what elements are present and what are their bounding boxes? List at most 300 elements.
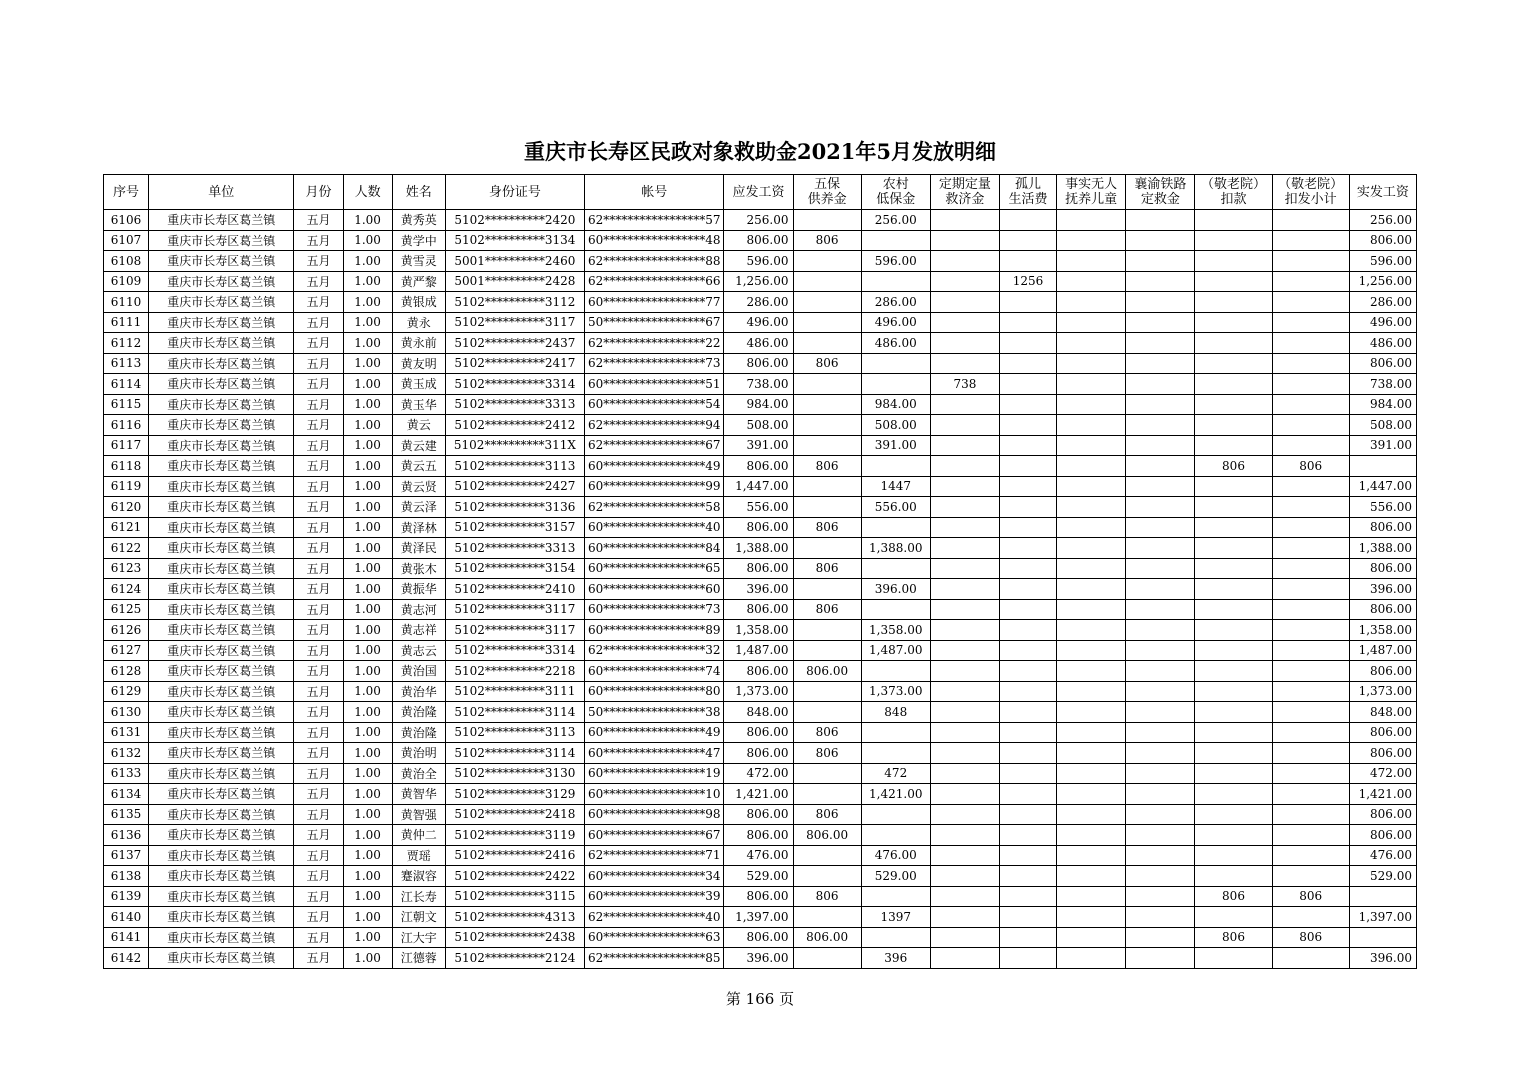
table-cell [1126,702,1195,723]
table-cell [1349,886,1416,907]
table-cell [1272,435,1349,456]
table-cell [1057,620,1126,641]
page-number: 第 166 页 [725,990,795,1008]
table-cell [930,558,999,579]
table-row [104,845,1417,866]
table-cell [999,845,1056,866]
table-cell [1272,763,1349,784]
table-cell: 重庆市长寿区葛兰镇 [149,271,294,292]
table-cell [793,845,861,866]
table-cell: 5102**********2427 [445,476,584,497]
table-cell: 五月 [294,640,343,661]
table-cell: 50*****************38 [585,702,724,723]
table-cell: 五月 [294,599,343,620]
table-cell: 1.00 [343,579,392,600]
table-cell [1057,681,1126,702]
table-cell: 1,447.00 [1349,476,1416,497]
table-cell: 1.00 [343,497,392,518]
table-cell: 五月 [294,230,343,251]
table-cell [930,394,999,415]
table-cell [930,763,999,784]
table-cell: 486.00 [724,333,793,354]
table-cell [1195,804,1272,825]
table-cell: 806.00 [724,599,793,620]
table-cell: 1.00 [343,661,392,682]
table-cell [930,476,999,497]
table-cell [1272,784,1349,805]
column-header: 五保 供养金 [793,175,861,210]
table-cell: 476.00 [861,845,930,866]
table-cell [999,640,1056,661]
table-cell [999,251,1056,272]
table-cell: 806.00 [724,825,793,846]
table-cell: 6138 [104,866,149,887]
table-cell [1126,804,1195,825]
table-cell: 黄治全 [392,763,445,784]
table-cell [1272,743,1349,764]
table-cell [793,435,861,456]
table-cell: 黄云 [392,415,445,436]
table-cell: 1.00 [343,743,392,764]
table-cell [793,210,861,231]
table-cell [1195,661,1272,682]
table-cell: 5102**********3154 [445,558,584,579]
table-cell [930,456,999,477]
table-cell: 529.00 [1349,866,1416,887]
table-cell [1126,394,1195,415]
table-cell: 黄泽民 [392,538,445,559]
table-cell: 1,256.00 [724,271,793,292]
column-header: 人数 [343,175,392,210]
table-cell: 1,388.00 [861,538,930,559]
table-row [104,927,1417,948]
table-cell: 6113 [104,353,149,374]
table-cell: 60*****************84 [585,538,724,559]
table-cell [930,640,999,661]
table-cell: 6107 [104,230,149,251]
table-cell [999,825,1056,846]
table-row [104,558,1417,579]
table-cell: 五月 [294,292,343,313]
table-cell: 重庆市长寿区葛兰镇 [149,702,294,723]
column-header: 农村 低保金 [861,175,930,210]
table-row [104,661,1417,682]
table-cell [1057,271,1126,292]
table-cell: 黄治华 [392,681,445,702]
table-cell: 黄玉成 [392,374,445,395]
table-cell: 60*****************67 [585,825,724,846]
table-cell: 391.00 [1349,435,1416,456]
table-cell: 五月 [294,722,343,743]
table-cell: 6112 [104,333,149,354]
table-cell: 重庆市长寿区葛兰镇 [149,825,294,846]
table-cell [999,558,1056,579]
table-cell [1195,558,1272,579]
table-body [104,210,1417,969]
table-cell: 806 [793,558,861,579]
table-cell [1057,333,1126,354]
table-cell: 806.00 [1349,599,1416,620]
table-cell [1272,702,1349,723]
table-cell: 60*****************63 [585,927,724,948]
table-cell: 6111 [104,312,149,333]
table-cell: 黄友明 [392,353,445,374]
table-cell: 黄秀英 [392,210,445,231]
table-cell: 重庆市长寿区葛兰镇 [149,620,294,641]
table-cell: 5001**********2428 [445,271,584,292]
table-cell [1272,538,1349,559]
table-cell [999,948,1056,969]
table-cell: 五月 [294,845,343,866]
table-cell: 1.00 [343,456,392,477]
table-cell [1195,538,1272,559]
table-cell: 5102**********3134 [445,230,584,251]
table-cell: 806.00 [724,230,793,251]
table-cell: 重庆市长寿区葛兰镇 [149,784,294,805]
table-cell: 6114 [104,374,149,395]
table-cell: 396 [861,948,930,969]
table-cell [930,210,999,231]
table-cell: 6108 [104,251,149,272]
table-cell: 806.00 [1349,558,1416,579]
table-cell [1195,825,1272,846]
table-cell: 472.00 [1349,763,1416,784]
table-cell: 重庆市长寿区葛兰镇 [149,435,294,456]
table-cell [861,661,930,682]
table-cell: 391.00 [724,435,793,456]
table-cell: 6129 [104,681,149,702]
table-row [104,907,1417,928]
table-cell: 62*****************57 [585,210,724,231]
table-cell [793,271,861,292]
table-cell [1272,948,1349,969]
table-cell: 1,373.00 [1349,681,1416,702]
table-cell [999,333,1056,354]
table-row [104,620,1417,641]
table-cell: 黄治明 [392,743,445,764]
table-cell [1195,353,1272,374]
table-cell: 黄张木 [392,558,445,579]
table-cell: 984.00 [724,394,793,415]
table-cell: 62*****************58 [585,497,724,518]
table-cell [1126,517,1195,538]
table-cell: 五月 [294,743,343,764]
table-cell [1057,722,1126,743]
table-cell: 五月 [294,948,343,969]
table-cell: 5102**********3114 [445,743,584,764]
table-cell: 391.00 [861,435,930,456]
table-cell [930,907,999,928]
table-cell [1272,374,1349,395]
table-cell [793,702,861,723]
table-cell: 806.00 [1349,722,1416,743]
table-cell: 62*****************32 [585,640,724,661]
table-cell: 5102**********3113 [445,722,584,743]
table-cell [1057,374,1126,395]
table-cell [1272,804,1349,825]
table-cell: 五月 [294,681,343,702]
table-cell [930,886,999,907]
table-cell [930,784,999,805]
table-cell: 806 [793,517,861,538]
table-cell [999,886,1056,907]
table-cell: 5102**********2418 [445,804,584,825]
table-cell [999,353,1056,374]
column-header: 定期定量 救济金 [930,175,999,210]
table-cell: 806 [793,743,861,764]
table-cell: 1,397.00 [1349,907,1416,928]
column-header: 襄渝铁路 定救金 [1126,175,1195,210]
table-cell [930,415,999,436]
table-cell [1126,415,1195,436]
table-row [104,230,1417,251]
table-cell: 50*****************67 [585,312,724,333]
table-cell [930,722,999,743]
table-cell: 1.00 [343,435,392,456]
table-cell [999,866,1056,887]
table-cell: 五月 [294,210,343,231]
table-cell: 重庆市长寿区葛兰镇 [149,476,294,497]
table-cell: 6133 [104,763,149,784]
table-row [104,210,1417,231]
table-cell: 五月 [294,702,343,723]
table-cell [930,312,999,333]
table-cell [1272,722,1349,743]
table-cell: 6139 [104,886,149,907]
table-cell [793,640,861,661]
table-cell [1272,353,1349,374]
table-cell: 62*****************67 [585,435,724,456]
table-cell [999,538,1056,559]
table-cell [1272,271,1349,292]
table-cell [1057,784,1126,805]
table-cell: 472.00 [724,763,793,784]
table-cell [999,599,1056,620]
table-cell [930,927,999,948]
table-cell: 五月 [294,394,343,415]
table-cell: 806.00 [724,804,793,825]
table-cell: 6124 [104,579,149,600]
table-cell: 806.00 [1349,804,1416,825]
table-cell [1126,825,1195,846]
table-cell [1126,599,1195,620]
table-cell: 6117 [104,435,149,456]
table-cell: 重庆市长寿区葛兰镇 [149,579,294,600]
table-cell [1126,866,1195,887]
table-cell: 5102**********3115 [445,886,584,907]
table-cell [1126,333,1195,354]
table-cell [793,784,861,805]
table-cell: 1.00 [343,763,392,784]
table-row [104,784,1417,805]
table-cell [1057,907,1126,928]
table-cell: 五月 [294,661,343,682]
table-cell: 江长寿 [392,886,445,907]
table-cell: 984.00 [861,394,930,415]
table-cell: 黄志祥 [392,620,445,641]
table-cell: 508.00 [861,415,930,436]
table-cell: 重庆市长寿区葛兰镇 [149,353,294,374]
table-cell [1126,763,1195,784]
table-cell: 重庆市长寿区葛兰镇 [149,743,294,764]
table-cell [1126,907,1195,928]
table-cell: 60*****************98 [585,804,724,825]
table-cell [1272,210,1349,231]
table-cell: 806.00 [724,456,793,477]
column-header: （敬老院） 扣发小计 [1272,175,1349,210]
table-cell: 五月 [294,476,343,497]
table-cell: 1,421.00 [1349,784,1416,805]
table-cell: 6135 [104,804,149,825]
table-cell: 1256 [999,271,1056,292]
table-cell: 806 [793,599,861,620]
table-cell [1272,579,1349,600]
table-cell: 6116 [104,415,149,436]
table-cell [1126,661,1195,682]
table-cell [1195,333,1272,354]
table-row [104,722,1417,743]
table-cell: 6118 [104,456,149,477]
table-row [104,415,1417,436]
table-row [104,763,1417,784]
table-cell [1126,353,1195,374]
table-row [104,886,1417,907]
table-cell: 806.00 [724,353,793,374]
table-row [104,374,1417,395]
table-cell: 黄智强 [392,804,445,825]
table-cell: 五月 [294,517,343,538]
table-cell: 黄治隆 [392,702,445,723]
table-cell: 1,487.00 [861,640,930,661]
table-cell: 486.00 [1349,333,1416,354]
table-row [104,476,1417,497]
table-cell: 60*****************73 [585,599,724,620]
table-cell: 五月 [294,435,343,456]
table-cell [930,845,999,866]
table-cell: 396.00 [1349,579,1416,600]
table-cell: 黄志河 [392,599,445,620]
table-cell: 五月 [294,804,343,825]
table-cell: 806 [793,722,861,743]
table-cell [1057,230,1126,251]
table-cell [1057,866,1126,887]
table-cell [861,230,930,251]
table-cell: 重庆市长寿区葛兰镇 [149,640,294,661]
table-cell [1195,230,1272,251]
table-cell: 五月 [294,825,343,846]
table-cell: 806.00 [1349,517,1416,538]
table-cell: 1447 [861,476,930,497]
table-cell [1272,661,1349,682]
table-cell: 806 [1272,456,1349,477]
table-cell: 806.00 [724,743,793,764]
table-cell: 5102**********2218 [445,661,584,682]
table-cell: 1.00 [343,845,392,866]
table-cell: 6131 [104,722,149,743]
table-cell [999,517,1056,538]
page-title: 重庆市长寿区民政对象救助金2021年5月发放明细 [523,139,997,164]
table-cell [930,661,999,682]
table-cell: 1.00 [343,230,392,251]
table-cell [1272,825,1349,846]
table-cell: 1.00 [343,907,392,928]
table-cell: 重庆市长寿区葛兰镇 [149,333,294,354]
table-cell: 1.00 [343,210,392,231]
table-cell [1195,845,1272,866]
table-cell: 重庆市长寿区葛兰镇 [149,312,294,333]
table-cell: 五月 [294,886,343,907]
table-cell: 60*****************99 [585,476,724,497]
table-cell [861,517,930,538]
table-cell: 60*****************47 [585,743,724,764]
table-cell [1126,743,1195,764]
table-cell [930,292,999,313]
table-cell: 五月 [294,907,343,928]
table-cell [1195,722,1272,743]
table-row [104,517,1417,538]
table-cell: 806 [793,353,861,374]
table-cell: 806.00 [1349,661,1416,682]
table-cell: 5102**********3112 [445,292,584,313]
table-cell: 60*****************48 [585,230,724,251]
table-row [104,681,1417,702]
table-cell: 396.00 [724,579,793,600]
table-cell [793,907,861,928]
table-cell: 五月 [294,333,343,354]
table-cell: 5102**********3114 [445,702,584,723]
table-cell: 62*****************94 [585,415,724,436]
table-cell [1195,640,1272,661]
table-cell: 五月 [294,579,343,600]
table-cell: 黄云五 [392,456,445,477]
column-header: 事实无人 抚养儿童 [1057,175,1126,210]
table-cell [1126,886,1195,907]
table-cell [999,763,1056,784]
table-cell [999,722,1056,743]
table-cell [1195,784,1272,805]
table-cell [1057,415,1126,436]
table-cell: 蹇淑容 [392,866,445,887]
table-cell: 1.00 [343,333,392,354]
table-cell [1272,333,1349,354]
table-cell: 重庆市长寿区葛兰镇 [149,292,294,313]
table-cell: 6136 [104,825,149,846]
table-cell: 重庆市长寿区葛兰镇 [149,866,294,887]
table-cell: 6128 [104,661,149,682]
table-cell: 60*****************74 [585,661,724,682]
table-header [104,175,1417,210]
table-cell: 806 [793,804,861,825]
table-cell [930,230,999,251]
table-cell [1057,497,1126,518]
table-cell [1272,394,1349,415]
table-cell: 596.00 [724,251,793,272]
table-cell [930,702,999,723]
table-cell [1272,415,1349,436]
table-cell [1272,476,1349,497]
table-cell [999,230,1056,251]
table-cell: 848 [861,702,930,723]
table-cell [1272,497,1349,518]
table-cell: 508.00 [1349,415,1416,436]
table-cell: 黄仲二 [392,825,445,846]
table-cell [999,579,1056,600]
table-cell [999,476,1056,497]
table-cell [930,620,999,641]
table-cell: 5102**********3111 [445,681,584,702]
table-cell [1057,517,1126,538]
table-cell: 重庆市长寿区葛兰镇 [149,538,294,559]
